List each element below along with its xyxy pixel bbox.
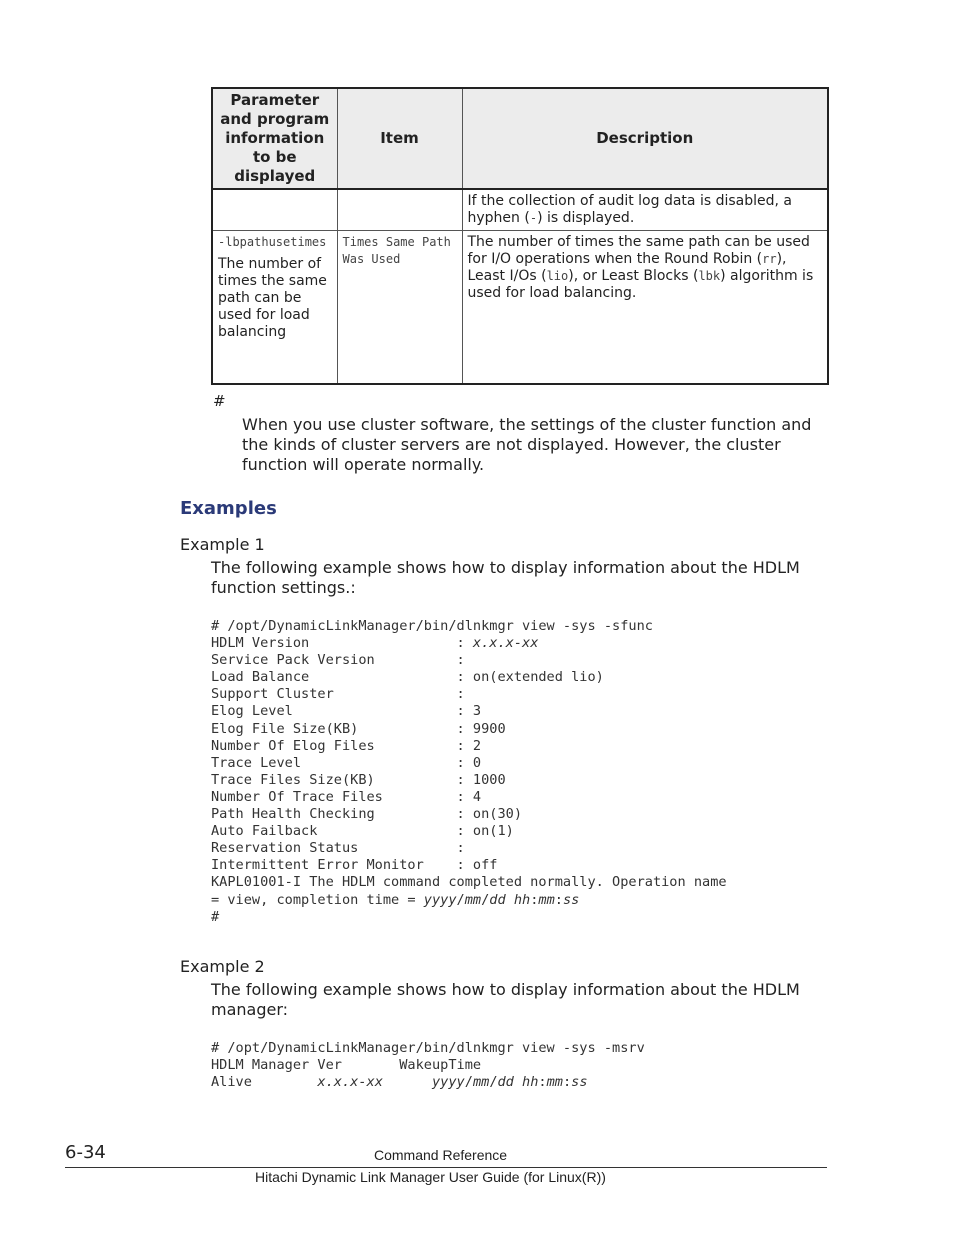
setting-name: Reservation Status <box>211 840 457 857</box>
examples-heading: Examples <box>180 498 277 519</box>
code-line: # /opt/DynamicLinkManager/bin/dlnkmgr view -sys -msrv <box>211 1040 645 1056</box>
setting-value: : 3 <box>456 703 482 720</box>
example1-description: The following example shows how to display information about the HDLM function settings.: <box>211 558 800 597</box>
code-line <box>211 789 727 806</box>
param-code: -lbpathusetimes <box>218 235 327 249</box>
setting-name: Load Balance <box>211 669 457 686</box>
setting-value: : <box>456 686 465 703</box>
code-line: Alive x.x.x-xx yyyy/mm/dd hh:mm:ss <box>211 1074 588 1091</box>
setting-value: : on(extended lio) <box>456 669 604 686</box>
code-line <box>211 857 727 874</box>
setting-name: Service Pack Version <box>211 652 457 669</box>
code-line: # /opt/DynamicLinkManager/bin/dlnkmgr view -sys -sfunc <box>211 618 653 634</box>
table-header-row <box>212 88 828 189</box>
header-description: Description <box>462 88 828 189</box>
code-line <box>211 721 727 738</box>
example2-label: Example 2 <box>180 957 265 976</box>
code-line <box>211 635 727 652</box>
note-text: When you use cluster software, the settings of the cluster function and the kinds of cluster servers are not displayed. However, the cluster function will operate normally. <box>242 415 812 474</box>
example2-description: The following example shows how to display information about the HDLM manager: <box>211 980 800 1019</box>
setting-name: Elog File Size(KB) <box>211 720 457 737</box>
setting-value: : 1000 <box>456 771 506 788</box>
row2-description: The number of times the same path can be used for I/O operations when the Round Robin (rr), Least I/Os (lio), or Least Blocks (lbk) algorithm is used for load balancing. <box>462 231 828 384</box>
setting-name: Number Of Trace Files <box>211 788 457 805</box>
table-row <box>212 231 828 384</box>
code-line <box>211 840 727 857</box>
setting-value: : 4 <box>456 788 482 805</box>
code-line <box>211 755 727 772</box>
code-line <box>211 686 727 703</box>
code-line <box>211 772 727 789</box>
setting-value: : <box>456 635 473 652</box>
parameter-table <box>211 87 829 385</box>
header-item: Item <box>337 88 462 189</box>
setting-value: : off <box>456 857 498 874</box>
row1-parameter <box>212 189 337 231</box>
setting-value-variable: x.x.x-xx <box>472 635 539 652</box>
setting-name: Trace Level <box>211 754 457 771</box>
setting-value: : on(1) <box>456 823 514 840</box>
code-line <box>211 669 727 686</box>
footer-title: Hitachi Dynamic Link Manager User Guide (for Linux(R)) <box>255 1169 606 1185</box>
code-line <box>211 652 727 669</box>
row2-parameter <box>212 231 337 384</box>
code-line: HDLM Manager Ver WakeupTime <box>211 1057 482 1074</box>
note-mark: # <box>213 392 226 410</box>
row1-item <box>337 189 462 231</box>
code-rows <box>211 635 727 874</box>
setting-name: Path Health Checking <box>211 806 457 823</box>
code-line: # <box>211 908 220 925</box>
setting-value: : <box>456 652 465 669</box>
code-line <box>211 703 727 720</box>
setting-name: HDLM Version <box>211 635 457 652</box>
page-number: 6-34 <box>65 1142 106 1163</box>
example1-label: Example 1 <box>180 535 265 554</box>
example1-code <box>211 618 727 926</box>
setting-value: : 9900 <box>456 720 506 737</box>
setting-name: Elog Level <box>211 703 457 720</box>
footer-divider <box>65 1167 827 1168</box>
row1-description: If the collection of audit log data is disabled, a hyphen (-) is displayed. <box>462 189 828 231</box>
code-line: KAPL01001-I The HDLM command completed normally. Operation name <box>211 874 727 891</box>
footer-section: Command Reference <box>374 1147 508 1163</box>
setting-value: : 2 <box>456 737 482 754</box>
code-line <box>211 823 727 840</box>
setting-value: : on(30) <box>456 806 523 823</box>
setting-name: Support Cluster <box>211 686 457 703</box>
code-line: = view, completion time = yyyy/mm/dd hh:mm:ss <box>211 891 580 908</box>
setting-value: : 0 <box>456 754 482 771</box>
example2-code <box>211 1040 645 1091</box>
code-line <box>211 806 727 823</box>
param-desc: The number of times the same path can be used for load balancing <box>218 256 327 340</box>
setting-name: Number Of Elog Files <box>211 737 457 754</box>
header-parameter: Parameter and program information to be displayed <box>212 88 337 189</box>
code-line <box>211 738 727 755</box>
table-row <box>212 189 828 231</box>
setting-name: Intermittent Error Monitor <box>211 857 457 874</box>
row2-item: Times Same Path Was Used <box>337 231 462 384</box>
setting-name: Auto Failback <box>211 823 457 840</box>
setting-name: Trace Files Size(KB) <box>211 771 457 788</box>
setting-value: : <box>456 840 465 857</box>
